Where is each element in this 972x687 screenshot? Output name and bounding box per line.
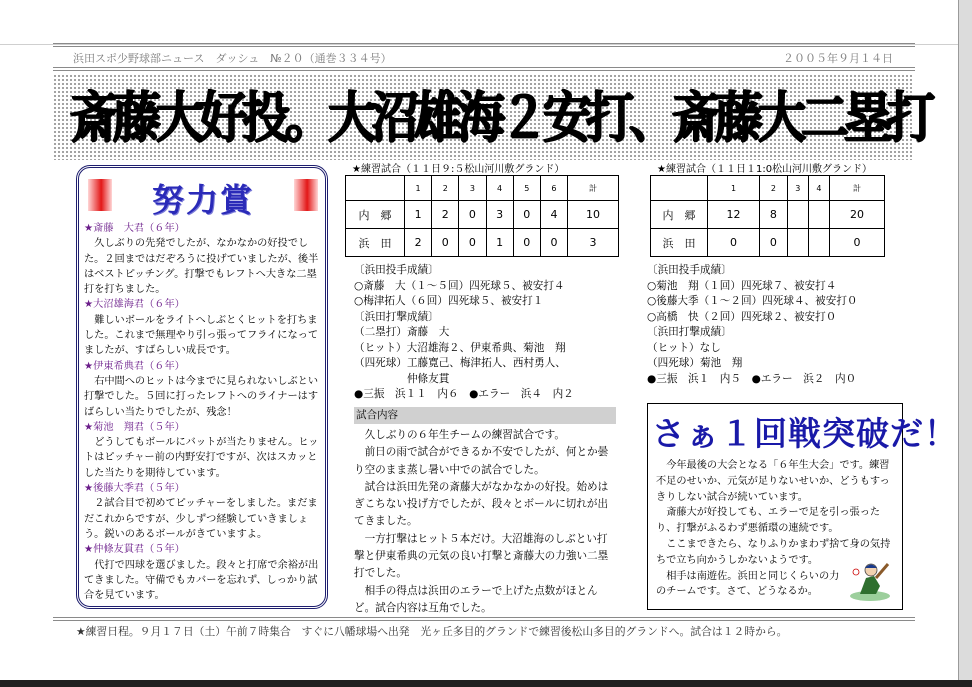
stat-line: ○梅津拓人（６回）四死球５、被安打１: [354, 295, 544, 307]
newsletter-header: [73, 50, 893, 66]
score-header-cell: 1: [708, 176, 760, 201]
score-header-cell: 2: [760, 176, 788, 201]
header-rule: [53, 67, 915, 71]
stat-line: （二塁打）斎藤 大: [354, 326, 450, 338]
stat-line: ○菊池 翔（１回）四死球７、被安打４: [647, 279, 837, 292]
stat-line: 仲條友貫: [354, 372, 450, 385]
score-header-cell: 計: [568, 176, 619, 201]
stat-line: 〔浜田投手成績〕: [354, 264, 439, 276]
score-header-cell: 計: [830, 176, 885, 201]
award-entries: [84, 221, 324, 605]
score-header-cell: [651, 176, 708, 201]
game2-title: ★練習試合（１１日１1:0松山河川敷グランド）: [657, 164, 873, 175]
score-cell: 12: [708, 201, 760, 229]
stat-line: ○後藤大季（１～２回）四死球４、被安打０: [647, 295, 858, 307]
score-cell: 0: [513, 201, 540, 229]
report-paragraph: 一方打撃はヒット５本だけ。大沼雄海のしぶとい打撃と伊東希典の元気の良い打撃と斎藤大の力強い二塁打でした。: [354, 532, 609, 580]
game-report: [354, 427, 616, 614]
stat-line: 〔浜田投手成績〕: [647, 264, 732, 276]
score-cell: [808, 201, 829, 229]
award-entry: [84, 221, 324, 297]
window-frame-top: [0, 0, 972, 45]
game2-stats: [647, 263, 947, 389]
score-header-cell: [346, 176, 405, 201]
tournament-paragraph: 斎藤大が好投しても、エラーで足を引っ張ったり、打撃がふるわず悪循環の連続です。: [656, 507, 881, 535]
score-header-cell: 6: [540, 176, 567, 201]
award-entry: [84, 420, 324, 481]
award-entry: [84, 542, 324, 603]
award-entry: [84, 297, 324, 358]
score-cell: 8: [760, 201, 788, 229]
report-paragraph: 試合は浜田先発の斎藤大がなかなかの好投。始めはぎこちない投げ方でしたが、段々とボールに切れが出てきました。: [354, 480, 609, 528]
score-header-cell: 4: [808, 176, 829, 201]
score-cell: 0: [432, 229, 459, 257]
report-paragraph: 前日の雨で試合ができるか不安でしたが、何とか曇り空のまま蒸し暑い中での試合でした。: [354, 446, 609, 476]
score-cell: 0: [459, 201, 486, 229]
stat-line: ●三振 浜１１ 内６ ●エラー 浜４ 内２: [354, 388, 574, 400]
headline: 斎藤大好投。大沼雄海２安打、斎藤大二塁打: [70, 85, 931, 151]
score-cell: [787, 229, 808, 257]
score-cell: 2: [432, 201, 459, 229]
right-red-bar: [294, 179, 318, 211]
tournament-title: さぁ１回戦突破だ！: [652, 414, 958, 453]
score-cell: 0: [459, 229, 486, 257]
score-cell: 3: [486, 201, 513, 229]
top-rule: [53, 43, 915, 47]
score-cell: 1: [486, 229, 513, 257]
window-frame-bottom: [0, 680, 972, 687]
stat-line: 〔浜田打撃成績〕: [647, 326, 732, 338]
score-header-cell: 3: [787, 176, 808, 201]
total-cell: 20: [830, 201, 885, 229]
score-header-cell: 4: [486, 176, 513, 201]
total-cell: 3: [568, 229, 619, 257]
score-cell: 0: [708, 229, 760, 257]
score-cell: 1: [405, 201, 432, 229]
score-cell: 4: [540, 201, 567, 229]
stat-line: ○斎藤 大（１～５回）四死球５、被安打４: [354, 279, 565, 292]
score-cell: 0: [540, 229, 567, 257]
award-entry-text: 代打で四球を選びました。段々と打席で余裕が出てきました。守備でもカバーを忘れず、しっかり試合を見ています。: [84, 559, 319, 602]
stat-line: （ヒット）なし: [647, 341, 721, 354]
award-title: 努力賞: [151, 181, 254, 219]
award-entry-text: ２試合目で初めてピッチャーをしました。まだまだこれからですが、少しずつ経験していきましょう。鋭いのあるボールがきていますよ。: [84, 498, 318, 540]
team-name-cell: 内 郷: [651, 201, 708, 229]
tournament-paragraph: 相手は南遊佐。浜田と同じくらいの力のチームです。さて、どうなるか。: [656, 570, 840, 598]
score-cell: 0: [760, 229, 788, 257]
tournament-paragraph: 今年最後の大会となる「６年生大会」です。練習不足のせいか、元気が足りないせいか、どうもすっきりしない試合が続いています。: [656, 460, 890, 503]
award-entry-text: 右中間へのヒットは今までに見られないしぶとい打撃でした。５回に打ったレフトへのライナーはすばらしい当たりでしたが、残念！: [84, 375, 319, 418]
issue-date: ２００５年９月１４日: [783, 52, 893, 65]
stat-line: （ヒット）大沼雄海２、伊東希典、菊池 翔: [354, 341, 566, 354]
score-cell: [808, 229, 829, 257]
stat-line: （四死球）工藤寛己、梅津拓人、西村勇人、: [354, 357, 566, 369]
award-entry-name: ★伊東希典君（６年）: [84, 360, 185, 372]
stat-line: （四死球）菊池 翔: [647, 357, 743, 369]
game1-stats: [354, 263, 624, 405]
award-entry-text: どうしてもボールにバットが当たりません。ヒットはピッチャー前の内野安打ですが、次はスカッとした当たりを期待しています。: [84, 437, 319, 479]
award-entry: [84, 481, 324, 542]
baseball-player-icon: [846, 556, 894, 604]
award-entry-text: 難しいボールをライトへしぶとくヒットを打ちました。これまで無理やり引っ張ってフライになってましたが、すばらしい成長です。: [84, 314, 319, 357]
scrollbar[interactable]: [958, 0, 972, 687]
tournament-paragraph: ここまできたら、なりふりかまわず捨て身の気持ちで立ち向かうしかないようです。: [656, 538, 891, 566]
score-header-cell: 5: [513, 176, 540, 201]
score-header-cell: 3: [459, 176, 486, 201]
team-name-cell: 内 郷: [346, 201, 405, 229]
total-cell: 10: [568, 201, 619, 229]
footer-rule: [53, 617, 915, 621]
award-entry-name: ★後藤大季君（５年）: [84, 483, 185, 495]
practice-schedule: ★練習日程。９月１７日（土）午前７時集合 すぐに八幡球場へ出発 光ヶ丘多目的グランドで練習後松山多目的グランドへ。試合は１２時から。: [76, 625, 788, 638]
score-header-cell: 2: [432, 176, 459, 201]
score-cell: [787, 201, 808, 229]
award-entry-text: 久しぶりの先発でしたが、なかなかの好投でした。２回まではだぞろうに投げていましたが、後半はベストピッチング。打撃でもレフトへ大きな二塁打を打ちました。: [84, 238, 319, 296]
game1-scoreboard: [345, 175, 619, 257]
stat-line: ●三振 浜１ 内５ ●エラー 浜２ 内０: [647, 372, 857, 385]
game1-title: ★練習試合（１１日９:５松山河川敷グランド）: [352, 164, 565, 175]
award-title-banner: [88, 175, 318, 217]
award-entry-name: ★仲條友貫君（５年）: [84, 544, 185, 556]
stat-line: ○高橋 快（２回）四死球２、被安打０: [647, 310, 837, 323]
award-entry-name: ★斎藤 大君（６年）: [84, 223, 185, 234]
award-entry-name: ★大沼雄海君（６年）: [84, 299, 185, 311]
score-cell: 0: [513, 229, 540, 257]
stat-line: 〔浜田打撃成績〕: [354, 310, 439, 323]
score-cell: 2: [405, 229, 432, 257]
newsletter-name: 浜田スポ少野球部ニュース ダッシュ №２０（通巻３３４号）: [73, 52, 392, 65]
game2-scoreboard: [650, 175, 885, 257]
award-entry: [84, 359, 324, 420]
report-heading: 試合内容: [354, 407, 616, 424]
team-name-cell: 浜 田: [346, 229, 405, 257]
team-name-cell: 浜 田: [651, 229, 708, 257]
total-cell: 0: [830, 229, 885, 257]
report-paragraph: 相手の得点は浜田のエラーで上げた点数がほとんど。試合内容は互角でした。: [354, 584, 598, 614]
report-paragraph: 久しぶりの６年生チームの練習試合です。: [364, 429, 566, 441]
award-entry-name: ★菊池 翔君（５年）: [84, 421, 185, 433]
score-header-cell: 1: [405, 176, 432, 201]
